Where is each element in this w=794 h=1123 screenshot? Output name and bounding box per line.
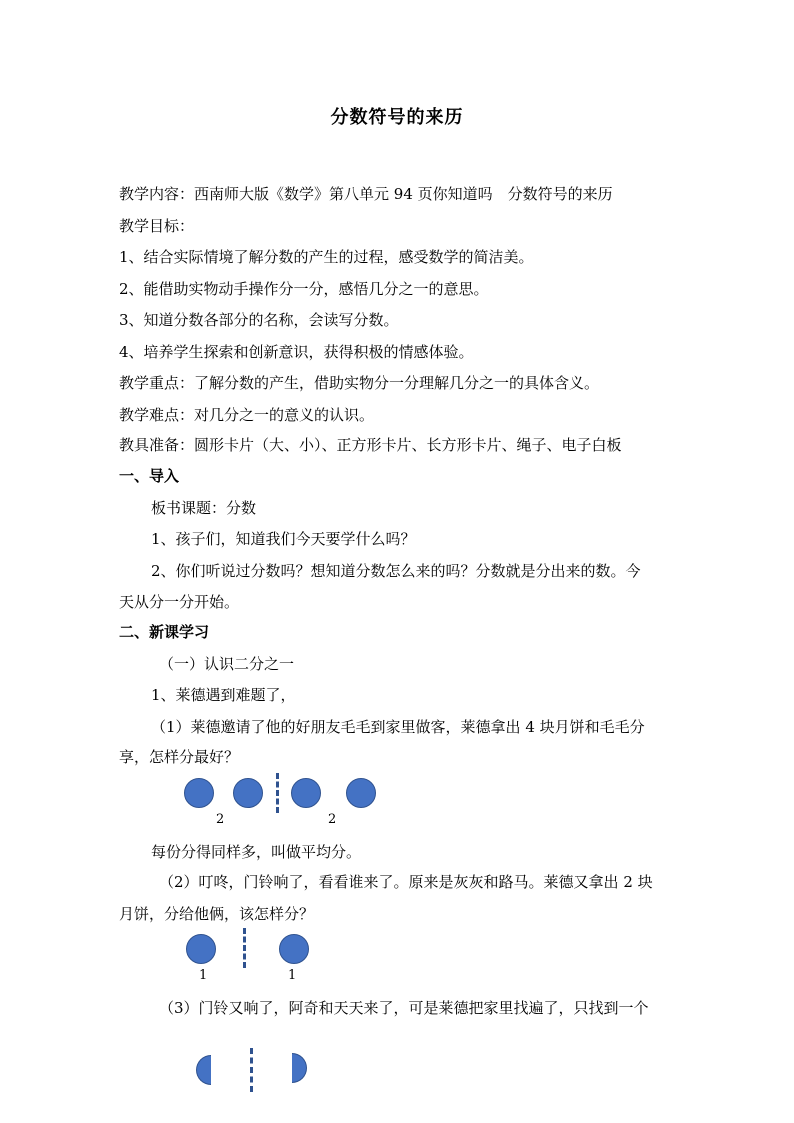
mooncake-circle (291, 778, 321, 808)
difficulty: 教学难点：对几分之一的意义的认识。 (119, 406, 375, 424)
section-heading: 一、导入 (119, 467, 180, 485)
paragraph: 月饼，分给他俩，该怎样分？ (119, 905, 315, 923)
share-count: 2 (328, 812, 337, 827)
materials: 教具准备：圆形卡片（大、小）、正方形卡片、长方形卡片、绳子、电子白板 (119, 436, 622, 454)
page-title: 分数符号的来历 (330, 107, 464, 128)
half-mooncake (196, 1055, 211, 1085)
goals-heading: 教学目标： (119, 217, 195, 235)
share-count: 2 (216, 812, 225, 827)
paragraph: （3）门铃又响了，阿奇和天天来了，可是莱德把家里找遍了，只找到一个 (159, 999, 649, 1017)
paragraph: （2）叮咚，门铃响了，看看谁来了。原来是灰灰和路马。莱德又拿出 2 块 (159, 873, 653, 891)
mooncake-circle (279, 934, 309, 964)
divider-line (276, 773, 279, 813)
half-mooncake (292, 1053, 307, 1083)
share-count: 1 (199, 968, 208, 983)
goal-item: 4、培养学生探索和创新意识，获得积极的情感体验。 (119, 343, 474, 361)
share-count: 1 (288, 968, 297, 983)
goal-item: 1、结合实际情境了解分数的产生的过程，感受数学的简洁美。 (119, 248, 534, 266)
section-heading: 二、新课学习 (119, 623, 210, 641)
paragraph: 1、莱德遇到难题了， (151, 686, 296, 704)
mooncake-circle (184, 778, 214, 808)
paragraph: 每份分得同样多，叫做平均分。 (151, 843, 362, 861)
paragraph: 1、孩子们，知道我们今天要学什么吗？ (151, 530, 416, 548)
divider-line (250, 1048, 253, 1092)
paragraph: 天从分一分开始。 (119, 593, 240, 611)
divider-line (243, 928, 246, 968)
paragraph: （1）莱德邀请了他的好朋友毛毛到家里做客，莱德拿出 4 块月饼和毛毛分 (151, 718, 645, 736)
teaching-content: 教学内容：西南师大版《数学》第八单元 94 页你知道吗 分数符号的来历 (119, 185, 613, 203)
subsection-heading: （一）认识二分之一 (159, 655, 295, 673)
paragraph: 享，怎样分最好？ (119, 748, 240, 766)
goal-item: 2、能借助实物动手操作分一分，感悟几分之一的意思。 (119, 280, 489, 298)
paragraph: 板书课题：分数 (151, 499, 257, 517)
mooncake-circle (186, 934, 216, 964)
paragraph: 2、你们听说过分数吗？想知道分数怎么来的吗？分数就是分出来的数。今 (151, 562, 641, 580)
key-point: 教学重点：了解分数的产生，借助实物分一分理解几分之一的具体含义。 (119, 374, 600, 392)
mooncake-circle (346, 778, 376, 808)
goal-item: 3、知道分数各部分的名称，会读写分数。 (119, 311, 399, 329)
mooncake-circle (233, 778, 263, 808)
